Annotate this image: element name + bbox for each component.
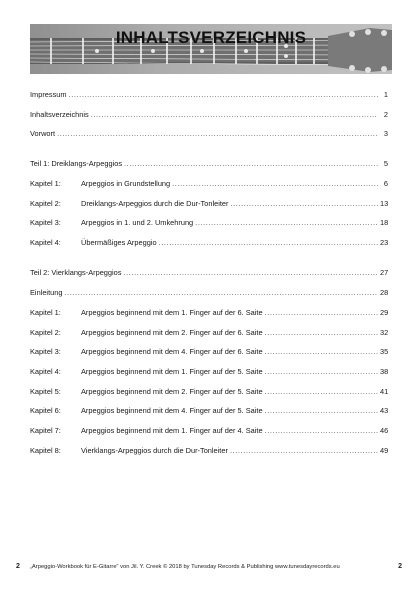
toc-chapter-label: Kapitel 1: <box>30 308 61 317</box>
toc-chapter-entry[interactable] <box>30 365 388 378</box>
toc-page-number: 2 <box>383 110 388 119</box>
toc-entry-title: Dreiklangs-Arpeggios durch die Dur-Tonleiter <box>81 199 229 208</box>
toc-chapter-entry[interactable] <box>30 385 388 398</box>
toc-entry[interactable] <box>30 286 388 299</box>
leader-dots <box>230 197 378 210</box>
toc-chapter-label: Kapitel 8: <box>30 446 61 455</box>
toc-chapter-entry[interactable] <box>30 216 388 229</box>
toc-entry-title: Arpeggios beginnend mit dem 4. Finger auf der 6. Saite <box>81 347 263 356</box>
toc-chapter-entry[interactable] <box>30 326 388 339</box>
toc-chapter-entry[interactable] <box>30 345 388 358</box>
toc-page-number: 13 <box>380 199 389 208</box>
toc-entry-title: Arpeggios beginnend mit dem 1. Finger auf der 5. Saite <box>81 367 263 376</box>
toc-page-number: 5 <box>383 159 388 168</box>
toc-chapter-label: Kapitel 7: <box>30 426 61 435</box>
toc-chapter-entry[interactable] <box>30 404 388 417</box>
toc-entry-title: Einleitung <box>30 288 63 297</box>
page-title: INHALTSVERZEICHNIS <box>115 28 307 47</box>
toc-chapter-label: Kapitel 4: <box>30 238 61 247</box>
toc-entry[interactable] <box>30 127 388 140</box>
leader-dots <box>195 216 378 229</box>
leader-dots <box>172 177 378 190</box>
leader-dots <box>69 88 378 101</box>
toc-entry-title: Arpeggios in 1. und 2. Umkehrung <box>81 218 194 227</box>
toc-chapter-label: Kapitel 6: <box>30 406 61 415</box>
toc-entry-title: Übermäßiges Arpeggio <box>81 238 157 247</box>
page-footer <box>16 561 402 573</box>
toc-entry[interactable] <box>30 108 388 121</box>
toc-page-number: 29 <box>380 308 389 317</box>
toc-page-number: 1 <box>383 90 388 99</box>
toc-page-number: 41 <box>380 387 389 396</box>
leader-dots <box>265 404 378 417</box>
leader-dots <box>91 108 378 121</box>
toc-entry-title: Arpeggios beginnend mit dem 2. Finger auf der 5. Saite <box>81 387 263 396</box>
leader-dots <box>230 444 378 457</box>
toc-entry-title: Arpeggios beginnend mit dem 4. Finger auf der 5. Saite <box>81 406 263 415</box>
toc-entry-title: Arpeggios beginnend mit dem 2. Finger auf der 6. Saite <box>81 328 263 337</box>
toc-section-entry[interactable] <box>30 157 388 170</box>
toc-chapter-label: Kapitel 4: <box>30 367 61 376</box>
toc-chapter-entry[interactable] <box>30 424 388 437</box>
toc-chapter-label: Kapitel 2: <box>30 328 61 337</box>
toc-entry-title: Arpeggios beginnend mit dem 1. Finger auf der 6. Saite <box>81 308 263 317</box>
leader-dots <box>57 127 378 140</box>
toc-page-number: 49 <box>380 446 389 455</box>
toc-chapter-label: Kapitel 5: <box>30 387 61 396</box>
leader-dots <box>159 236 378 249</box>
toc-chapter-entry[interactable] <box>30 306 388 319</box>
toc-chapter-entry[interactable] <box>30 236 388 249</box>
toc-chapter-entry[interactable] <box>30 197 388 210</box>
footer-text: „Arpeggio-Workbook für E-Gitarre“ von Jil. Y. Creek © 2018 by Tunesday Records & Publishing www.tunesdayrecords.eu <box>30 564 340 570</box>
leader-dots <box>265 385 378 398</box>
toc-page-number: 3 <box>383 129 388 138</box>
toc-entry-title: Impressum <box>30 90 67 99</box>
toc-chapter-entry[interactable] <box>30 177 388 190</box>
toc-page-number: 27 <box>380 268 389 277</box>
leader-dots <box>123 266 378 279</box>
toc-entry-title: Arpeggios in Grundstellung <box>81 179 171 188</box>
toc-page-number: 38 <box>380 367 389 376</box>
toc-page-number: 28 <box>380 288 389 297</box>
toc-chapter-label: Kapitel 2: <box>30 199 61 208</box>
toc-page-number: 35 <box>380 347 389 356</box>
toc-page-number: 23 <box>380 238 389 247</box>
toc-chapter-label: Kapitel 3: <box>30 218 61 227</box>
toc-entry-title: Teil 2: Vierklangs-Arpeggios <box>30 268 122 277</box>
toc-chapter-entry[interactable] <box>30 444 388 457</box>
toc-page-number: 6 <box>383 179 388 188</box>
footer-page-number-right: 2 <box>398 563 402 570</box>
leader-dots <box>64 286 378 299</box>
footer-page-number-left: 2 <box>16 563 20 570</box>
leader-dots <box>265 424 378 437</box>
leader-dots <box>265 345 378 358</box>
toc-chapter-label: Kapitel 3: <box>30 347 61 356</box>
leader-dots <box>124 157 378 170</box>
toc-page-number: 32 <box>380 328 389 337</box>
toc-chapter-label: Kapitel 1: <box>30 179 61 188</box>
toc-section-entry[interactable] <box>30 266 388 279</box>
leader-dots <box>265 326 378 339</box>
toc-page-number: 46 <box>380 426 389 435</box>
header-banner <box>30 24 392 74</box>
toc-page-number: 18 <box>380 218 389 227</box>
toc-page-number: 43 <box>380 406 389 415</box>
toc-entry-title: Teil 1: Dreiklangs-Arpeggios <box>30 159 123 168</box>
toc-entry-title: Vierklangs-Arpeggios durch die Dur-Tonleiter <box>81 446 228 455</box>
toc-entry-title: Arpeggios beginnend mit dem 1. Finger auf der 4. Saite <box>81 426 263 435</box>
leader-dots <box>265 365 378 378</box>
toc-entry[interactable] <box>30 88 388 101</box>
toc-entry-title: Inhaltsverzeichnis <box>30 110 89 119</box>
leader-dots <box>265 306 378 319</box>
toc-entry-title: Vorwort <box>30 129 56 138</box>
